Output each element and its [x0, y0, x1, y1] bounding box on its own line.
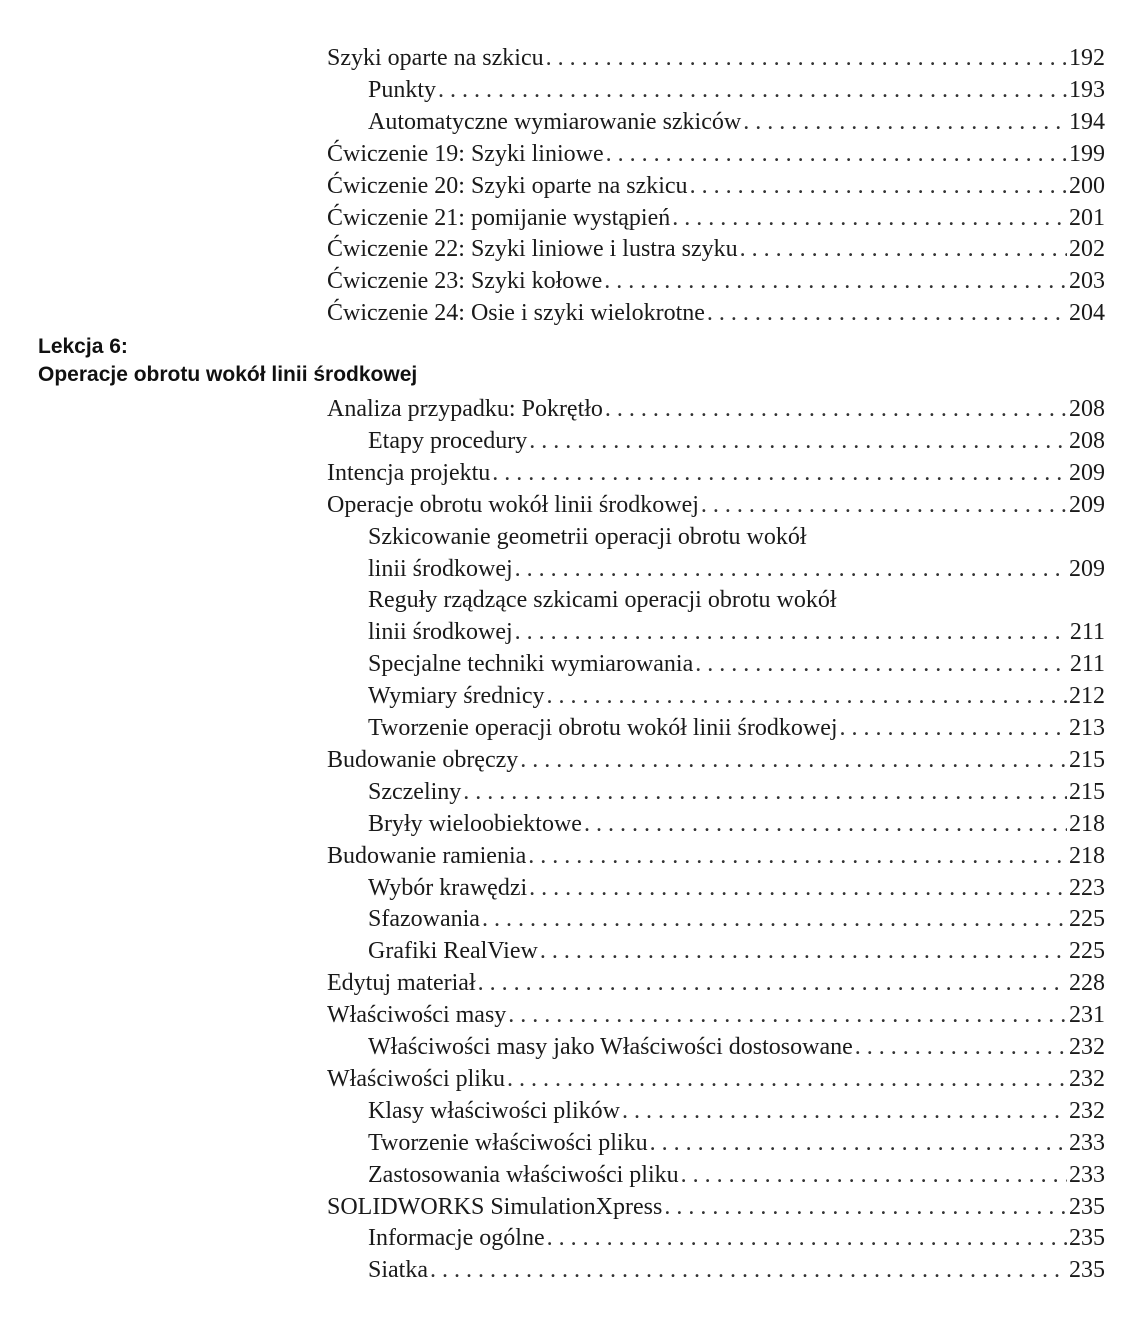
toc-entry-title[interactable]: Tworzenie operacji obrotu wokół linii środkowej — [368, 715, 838, 741]
toc-page-number: 208 — [1069, 396, 1105, 422]
toc-page-number: 228 — [1069, 970, 1105, 997]
toc-entry-body[interactable] — [368, 1222, 1105, 1254]
dot-leader — [478, 967, 1067, 999]
toc-entry-title[interactable]: Ćwiczenie 23: Szyki kołowe — [327, 268, 603, 295]
toc-entry-body[interactable] — [368, 1254, 1105, 1286]
toc-entry-body[interactable] — [327, 1063, 1105, 1095]
toc-entry-title[interactable]: Budowanie obręczy — [327, 746, 519, 773]
toc-entry[interactable] — [0, 1222, 1140, 1254]
toc-entry-title[interactable]: Intencja projektu — [327, 459, 491, 486]
toc-entry-body[interactable] — [327, 744, 1105, 776]
toc-entry[interactable] — [0, 872, 1140, 904]
toc-page-number: 223 — [1069, 874, 1105, 901]
toc-entry-body[interactable] — [368, 425, 1105, 457]
toc-entry-body[interactable] — [368, 712, 1105, 744]
dot-leader — [584, 808, 1067, 840]
toc-entry-body[interactable] — [368, 903, 1105, 935]
toc-entry-title[interactable]: Klasy właściwości plików — [368, 1097, 620, 1124]
dot-leader — [740, 233, 1067, 265]
toc-page-number: 232 — [1069, 1065, 1105, 1092]
toc-entry[interactable] — [0, 457, 1140, 489]
toc-entry-body[interactable] — [327, 233, 1105, 265]
toc-entry-body[interactable] — [368, 776, 1105, 808]
toc-entry-title[interactable]: Edytuj materiał — [327, 970, 476, 997]
toc-entry-body[interactable] — [327, 42, 1105, 74]
toc-page-number: 209 — [1069, 459, 1105, 486]
toc-entry-body[interactable] — [327, 138, 1105, 170]
dot-leader — [547, 680, 1068, 712]
dot-leader — [529, 425, 1067, 457]
toc-entry-body[interactable] — [327, 999, 1105, 1031]
toc-entry-body[interactable] — [327, 170, 1105, 202]
toc-entry[interactable] — [0, 999, 1140, 1031]
toc-page-number: 193 — [1069, 76, 1105, 103]
toc-entry-title[interactable]: Ćwiczenie 22: Szyki liniowe i lustra szyku — [327, 236, 738, 263]
toc-page-number: 233 — [1069, 1161, 1105, 1188]
toc-entry-body[interactable] — [327, 967, 1105, 999]
toc-entry[interactable] — [0, 1254, 1140, 1286]
dot-leader — [650, 1127, 1067, 1159]
toc-entry-body[interactable] — [327, 489, 1105, 521]
toc-page-number: 202 — [1069, 236, 1105, 263]
toc-entry-title[interactable]: Specjalne techniki wymiarowania — [368, 651, 694, 678]
toc-entry-title[interactable]: Punkty — [368, 76, 437, 103]
toc-page-number: 208 — [1069, 427, 1105, 454]
dot-leader — [605, 393, 1067, 425]
toc-entry-body[interactable] — [368, 1031, 1105, 1063]
dot-leader — [695, 648, 1068, 680]
toc-page-number: 225 — [1069, 938, 1105, 965]
toc-page-number: 204 — [1069, 300, 1105, 327]
toc-entry[interactable] — [0, 840, 1140, 872]
toc-entry-body[interactable] — [327, 265, 1105, 297]
toc-entry[interactable] — [0, 393, 1140, 425]
toc-page-number: 218 — [1069, 842, 1105, 869]
dot-leader — [520, 744, 1067, 776]
toc-entry-title[interactable]: Właściwości masy jako Właściwości dostosowane — [368, 1034, 853, 1060]
toc-entry-title[interactable]: linii środkowej — [368, 619, 513, 646]
dot-leader — [681, 1159, 1067, 1191]
lesson-title: Operacje obrotu wokół linii środkowej — [38, 363, 418, 386]
dot-leader — [622, 1095, 1067, 1127]
dot-leader — [492, 457, 1067, 489]
toc-page-number: 225 — [1069, 906, 1105, 933]
toc-page-number: 218 — [1069, 810, 1105, 837]
toc-entry-title[interactable]: Wymiary średnicy — [368, 683, 545, 710]
toc-page-number: 215 — [1069, 778, 1105, 805]
dot-leader — [463, 776, 1067, 808]
toc-entry-body[interactable] — [327, 840, 1105, 872]
toc-entry-title[interactable]: Analiza przypadku: Pokrętło — [327, 396, 603, 422]
toc-entry-title[interactable]: Szczeliny — [368, 778, 462, 805]
dot-leader — [430, 1254, 1067, 1286]
toc-entry[interactable] — [0, 138, 1140, 170]
toc-entry-title-line1[interactable]: Szkicowanie geometrii operacji obrotu wokół — [368, 523, 807, 550]
dot-leader — [547, 1222, 1067, 1254]
toc-entry-body[interactable] — [368, 1127, 1105, 1159]
dot-leader — [508, 999, 1067, 1031]
toc-entry-title[interactable]: Ćwiczenie 19: Szyki liniowe — [327, 140, 604, 167]
dot-leader — [855, 1031, 1067, 1063]
toc-entry-title[interactable]: Tworzenie właściwości pliku — [368, 1129, 648, 1156]
toc-page-number: 213 — [1069, 715, 1105, 741]
toc-page-number: 235 — [1069, 1193, 1105, 1220]
toc-entry-title[interactable]: SOLIDWORKS SimulationXpress — [327, 1193, 663, 1220]
toc-entry-title[interactable]: Operacje obrotu wokół linii środkowej — [327, 491, 699, 518]
dot-leader — [529, 872, 1067, 904]
toc-entry-line — [0, 584, 1140, 616]
toc-entry[interactable] — [0, 202, 1140, 234]
toc-entry-title[interactable]: Właściwości pliku — [327, 1065, 505, 1092]
toc-entry-title[interactable]: Ćwiczenie 24: Osie i szyki wielokrotne — [327, 300, 705, 327]
toc-page-number: 199 — [1069, 140, 1105, 167]
toc-entry[interactable] — [0, 1127, 1140, 1159]
toc-entry-title[interactable]: Wybór krawędzi — [368, 874, 528, 901]
dot-leader — [540, 935, 1067, 967]
toc-entry[interactable] — [0, 903, 1140, 935]
toc-entry-title[interactable]: Ćwiczenie 21: pomijanie wystąpień — [327, 204, 671, 231]
dot-leader — [438, 74, 1067, 106]
toc-entry-title[interactable]: Informacje ogólne — [368, 1225, 545, 1252]
toc-entry[interactable] — [0, 744, 1140, 776]
toc-entry-title[interactable]: Właściwości masy — [327, 1002, 507, 1029]
toc-entry-title[interactable]: Siatka — [368, 1257, 428, 1284]
toc-entry[interactable] — [0, 425, 1140, 457]
dot-leader — [482, 903, 1067, 935]
toc-entry-title[interactable]: linii środkowej — [368, 555, 513, 582]
dot-leader — [701, 489, 1067, 521]
dot-leader — [604, 265, 1067, 297]
toc-page-number: 211 — [1069, 651, 1105, 678]
dot-leader — [672, 202, 1067, 234]
toc-entry-body[interactable] — [368, 553, 1105, 585]
toc-page-number: 232 — [1069, 1034, 1105, 1060]
toc-page-number: 209 — [1069, 491, 1105, 518]
toc-entry[interactable] — [0, 297, 1140, 329]
toc-entry-title[interactable]: Ćwiczenie 20: Szyki oparte na szkicu — [327, 172, 688, 199]
toc-entry-body[interactable] — [368, 106, 1105, 138]
toc-entry-title[interactable]: Budowanie ramienia — [327, 842, 527, 869]
dot-leader — [606, 138, 1067, 170]
toc-entry-title-line1[interactable]: Reguły rządzące szkicami operacji obrotu wokół — [368, 587, 837, 614]
toc-page-number: 194 — [1069, 108, 1105, 135]
toc-entry[interactable] — [0, 1095, 1140, 1127]
toc-entry[interactable] — [0, 712, 1140, 744]
dot-leader — [515, 553, 1067, 585]
toc-entry-title[interactable]: Grafiki RealView — [368, 938, 538, 965]
toc-entry-body[interactable] — [368, 74, 1105, 106]
toc-entry-body[interactable] — [368, 808, 1105, 840]
dot-leader — [707, 297, 1067, 329]
toc-page-number: 201 — [1069, 204, 1105, 231]
toc-entry-title[interactable]: Sfazowania — [368, 906, 480, 933]
toc-entry-body[interactable] — [327, 457, 1105, 489]
toc-entry-body[interactable] — [327, 202, 1105, 234]
toc-entry-title[interactable]: Automatyczne wymiarowanie szkiców — [368, 108, 742, 135]
toc-entry[interactable] — [0, 648, 1140, 680]
toc-page-number: 203 — [1069, 268, 1105, 295]
toc-entry-body[interactable] — [368, 1159, 1105, 1191]
toc-entry-title[interactable]: Szyki oparte na szkicu — [327, 45, 544, 71]
dot-leader — [528, 840, 1067, 872]
toc-entry[interactable] — [0, 1191, 1140, 1223]
toc-entry[interactable] — [0, 680, 1140, 712]
toc-entry[interactable] — [0, 106, 1140, 138]
toc-page-number: 200 — [1069, 172, 1105, 199]
toc-page-number: 235 — [1069, 1225, 1105, 1252]
toc-page-number: 233 — [1069, 1129, 1105, 1156]
toc-entry-title[interactable]: Etapy procedury — [368, 427, 528, 454]
toc-page-number: 235 — [1069, 1257, 1105, 1284]
lesson-number: Lekcja 6: — [38, 335, 128, 358]
toc-entry[interactable] — [0, 1159, 1140, 1191]
toc-page-number: 192 — [1069, 45, 1105, 71]
toc-page-number: 215 — [1069, 746, 1105, 773]
dot-leader — [840, 712, 1067, 744]
toc-entry-body[interactable] — [327, 1191, 1105, 1223]
toc-page-number: 209 — [1069, 555, 1105, 582]
dot-leader — [743, 106, 1067, 138]
toc-entry-title[interactable]: Bryły wieloobiektowe — [368, 810, 582, 837]
lesson-heading — [38, 333, 417, 389]
toc-entry[interactable] — [0, 935, 1140, 967]
toc-entry[interactable] — [0, 265, 1140, 297]
toc-entry[interactable] — [0, 776, 1140, 808]
toc-entry[interactable] — [0, 616, 1140, 648]
dot-leader — [664, 1191, 1067, 1223]
toc-entry[interactable] — [0, 74, 1140, 106]
toc-entry-title[interactable]: Zastosowania właściwości pliku — [368, 1161, 679, 1188]
toc-entry-body[interactable] — [368, 872, 1105, 904]
toc-page-number: 231 — [1069, 1002, 1105, 1029]
toc-entry-body[interactable] — [368, 648, 1105, 680]
toc-entry-body[interactable] — [327, 393, 1105, 425]
toc-entry-line — [0, 521, 1140, 553]
dot-leader — [515, 616, 1068, 648]
toc-page-number: 211 — [1069, 619, 1105, 646]
toc-entry[interactable] — [0, 808, 1140, 840]
toc-entry-body[interactable] — [327, 297, 1105, 329]
toc-page-number: 212 — [1069, 683, 1105, 710]
toc-entry-body[interactable] — [368, 616, 1105, 648]
dot-leader — [546, 42, 1067, 74]
toc-entry[interactable] — [0, 489, 1140, 521]
toc-entry-body[interactable] — [368, 935, 1105, 967]
toc-entry-body[interactable] — [368, 680, 1105, 712]
toc-page-number: 232 — [1069, 1097, 1105, 1124]
toc-entry[interactable] — [0, 233, 1140, 265]
toc-entry-body[interactable] — [368, 1095, 1105, 1127]
dot-leader — [507, 1063, 1067, 1095]
toc-entry[interactable] — [0, 967, 1140, 999]
toc-entry[interactable] — [0, 1063, 1140, 1095]
toc-entry[interactable] — [0, 42, 1140, 74]
toc-entry[interactable] — [0, 170, 1140, 202]
dot-leader — [690, 170, 1067, 202]
toc-entry[interactable] — [0, 553, 1140, 585]
toc-entry[interactable] — [0, 1031, 1140, 1063]
